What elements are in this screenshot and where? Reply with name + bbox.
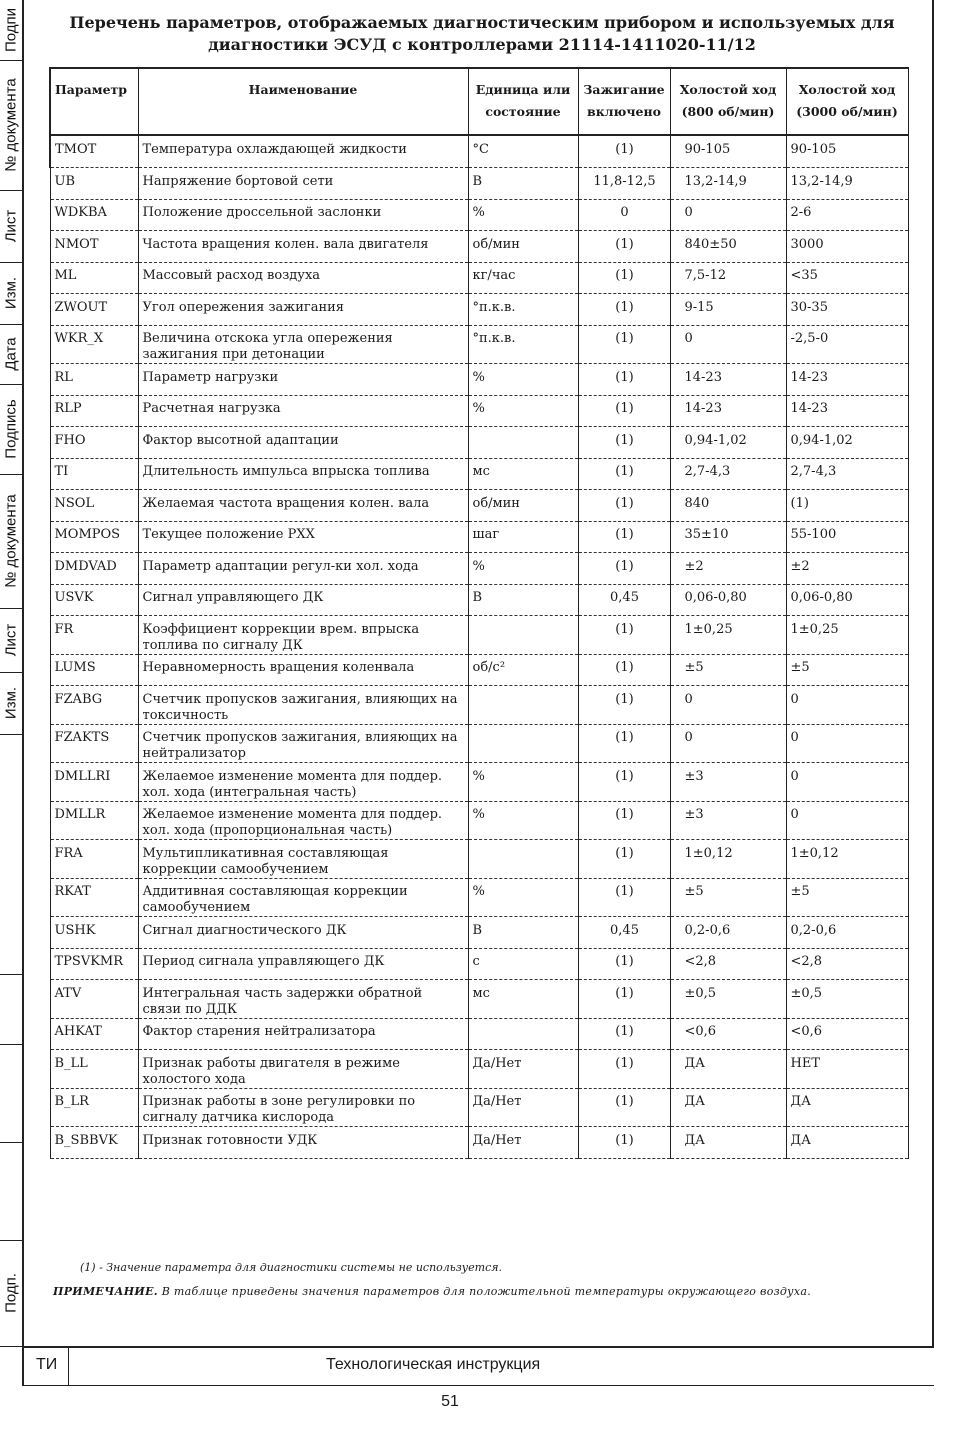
parameters-table-wrapper bbox=[49, 67, 907, 1158]
cell-idle-800: ДА bbox=[670, 1088, 786, 1127]
cell-ignition-on: (1) bbox=[578, 686, 670, 725]
footer-bottom-line bbox=[22, 1385, 934, 1386]
cell-unit: % bbox=[468, 199, 578, 231]
cell-idle-800: 35±10 bbox=[670, 521, 786, 553]
strip-cell bbox=[0, 734, 22, 975]
cell-ignition-on: (1) bbox=[578, 1018, 670, 1050]
cell-idle-3000: (1) bbox=[786, 490, 908, 522]
cell-ignition-on: (1) bbox=[578, 395, 670, 427]
cell-idle-800: 9-15 bbox=[670, 294, 786, 326]
frame-bottom-line bbox=[22, 1346, 934, 1348]
cell-ignition-on: (1) bbox=[578, 1127, 670, 1159]
cell-idle-800: ДА bbox=[670, 1127, 786, 1159]
cell-ignition-on: (1) bbox=[578, 840, 670, 879]
cell-idle-3000: 0 bbox=[786, 686, 908, 725]
cell-idle-800: 0 bbox=[670, 325, 786, 364]
cell-idle-3000: 0,2-0,6 bbox=[786, 917, 908, 949]
cell-ignition-on: (1) bbox=[578, 294, 670, 326]
cell-name: Желаемое изменение момента для поддер. хол. хода (интегральная часть) bbox=[138, 763, 468, 802]
frame-right-line bbox=[932, 0, 934, 1348]
cell-name: Сигнал управляющего ДК bbox=[138, 584, 468, 616]
cell-unit: °п.к.в. bbox=[468, 294, 578, 326]
cell-idle-3000: ДА bbox=[786, 1127, 908, 1159]
margin-stamp-strip bbox=[0, 0, 24, 1385]
cell-idle-3000: -2,5-0 bbox=[786, 325, 908, 364]
cell-ignition-on: 0,45 bbox=[578, 917, 670, 949]
cell-unit: % bbox=[468, 395, 578, 427]
cell-parameter: NMOT bbox=[50, 231, 138, 263]
strip-label: Изм. bbox=[2, 686, 20, 720]
cell-unit: % bbox=[468, 801, 578, 840]
cell-ignition-on: (1) bbox=[578, 878, 670, 917]
strip-cell bbox=[0, 608, 22, 673]
cell-parameter: FZAKTS bbox=[50, 724, 138, 763]
cell-idle-800: 840 bbox=[670, 490, 786, 522]
cell-idle-800: 840±50 bbox=[670, 231, 786, 263]
footer-code: ТИ bbox=[36, 1356, 58, 1373]
cell-unit bbox=[468, 724, 578, 763]
cell-name: Признак готовности УДК bbox=[138, 1127, 468, 1159]
cell-parameter: UB bbox=[50, 168, 138, 200]
strip-cell bbox=[0, 974, 22, 1045]
cell-unit: об/с² bbox=[468, 654, 578, 686]
cell-name: Неравномерность вращения коленвала bbox=[138, 654, 468, 686]
cell-unit: Да/Нет bbox=[468, 1127, 578, 1159]
cell-idle-3000: 2-6 bbox=[786, 199, 908, 231]
cell-name: Признак работы двигателя в режиме холостого хода bbox=[138, 1050, 468, 1089]
cell-ignition-on: (1) bbox=[578, 364, 670, 396]
cell-ignition-on: (1) bbox=[578, 262, 670, 294]
cell-name: Расчетная нагрузка bbox=[138, 395, 468, 427]
cell-parameter: ZWOUT bbox=[50, 294, 138, 326]
cell-idle-800: <2,8 bbox=[670, 948, 786, 980]
cell-unit: В bbox=[468, 168, 578, 200]
cell-name: Частота вращения колен. вала двигателя bbox=[138, 231, 468, 263]
cell-unit: В bbox=[468, 917, 578, 949]
cell-ignition-on: (1) bbox=[578, 521, 670, 553]
cell-name: Аддитивная составляющая коррекции самообучением bbox=[138, 878, 468, 917]
cell-ignition-on: (1) bbox=[578, 948, 670, 980]
cell-name: Фактор высотной адаптации bbox=[138, 427, 468, 459]
cell-idle-3000: <2,8 bbox=[786, 948, 908, 980]
cell-idle-3000: 13,2-14,9 bbox=[786, 168, 908, 200]
strip-label: Лист bbox=[2, 623, 20, 657]
strip-cell bbox=[0, 60, 22, 191]
cell-unit: % bbox=[468, 763, 578, 802]
cell-unit: °п.к.в. bbox=[468, 325, 578, 364]
cell-name: Величина отскока угла опережения зажигания при детонации bbox=[138, 325, 468, 364]
title-line-1: Перечень параметров, отображаемых диагностическим прибором и используемых для bbox=[69, 13, 895, 32]
footer-divider bbox=[68, 1348, 69, 1385]
cell-ignition-on: (1) bbox=[578, 490, 670, 522]
cell-idle-800: 0,2-0,6 bbox=[670, 917, 786, 949]
cell-unit: мс bbox=[468, 980, 578, 1019]
strip-label: Подпи bbox=[2, 7, 20, 53]
cell-parameter: RLP bbox=[50, 395, 138, 427]
cell-ignition-on: 0 bbox=[578, 199, 670, 231]
footer-document-name: Технологическая инструкция bbox=[326, 1356, 541, 1373]
cell-parameter: USHK bbox=[50, 917, 138, 949]
cell-unit: % bbox=[468, 553, 578, 585]
cell-idle-800: ±3 bbox=[670, 801, 786, 840]
cell-ignition-on: (1) bbox=[578, 616, 670, 655]
strip-label: Подпись bbox=[2, 399, 20, 459]
cell-parameter: FR bbox=[50, 616, 138, 655]
page-number: 51 bbox=[441, 1393, 459, 1410]
cell-idle-800: 1±0,12 bbox=[670, 840, 786, 879]
cell-ignition-on: (1) bbox=[578, 135, 670, 168]
cell-unit: шаг bbox=[468, 521, 578, 553]
title-line-2: диагностики ЭСУД с контроллерами 21114-1411020-11/12 bbox=[208, 35, 756, 54]
strip-cell bbox=[0, 1142, 22, 1241]
cell-idle-3000: 14-23 bbox=[786, 364, 908, 396]
remark-text: В таблице приведены значения параметров для положительной температуры окружающего воздуха. bbox=[157, 1285, 812, 1298]
cell-ignition-on: (1) bbox=[578, 427, 670, 459]
cell-unit: % bbox=[468, 878, 578, 917]
cell-parameter: AHKAT bbox=[50, 1018, 138, 1050]
cell-idle-3000: <0,6 bbox=[786, 1018, 908, 1050]
cell-parameter: LUMS bbox=[50, 654, 138, 686]
cell-idle-3000: ±2 bbox=[786, 553, 908, 585]
cell-parameter: USVK bbox=[50, 584, 138, 616]
cell-name: Период сигнала управляющего ДК bbox=[138, 948, 468, 980]
strip-cell bbox=[0, 384, 22, 475]
cell-ignition-on: (1) bbox=[578, 231, 670, 263]
cell-idle-800: ДА bbox=[670, 1050, 786, 1089]
cell-idle-800: ±5 bbox=[670, 878, 786, 917]
cell-parameter: RKAT bbox=[50, 878, 138, 917]
cell-parameter: TPSVKMR bbox=[50, 948, 138, 980]
cell-unit: мс bbox=[468, 458, 578, 490]
strip-cell bbox=[0, 190, 22, 263]
header-ignition-on: Зажигание включено bbox=[578, 68, 670, 135]
cell-parameter: TMOT bbox=[50, 135, 138, 168]
strip-label: Подп. bbox=[2, 1273, 20, 1313]
strip-cell bbox=[0, 324, 22, 385]
cell-idle-800: 90-105 bbox=[670, 135, 786, 168]
cell-ignition-on: 11,8-12,5 bbox=[578, 168, 670, 200]
cell-parameter: DMLLR bbox=[50, 801, 138, 840]
header-unit: Единица или состояние bbox=[468, 68, 578, 135]
cell-name: Параметр нагрузки bbox=[138, 364, 468, 396]
cell-idle-800: 2,7-4,3 bbox=[670, 458, 786, 490]
cell-idle-3000: <35 bbox=[786, 262, 908, 294]
cell-name: Сигнал диагностического ДК bbox=[138, 917, 468, 949]
strip-cell bbox=[0, 0, 22, 61]
strip-cell bbox=[0, 262, 22, 325]
cell-ignition-on: (1) bbox=[578, 325, 670, 364]
cell-idle-3000: 1±0,25 bbox=[786, 616, 908, 655]
cell-unit bbox=[468, 686, 578, 725]
cell-parameter: FZABG bbox=[50, 686, 138, 725]
cell-parameter: FHO bbox=[50, 427, 138, 459]
strip-cell bbox=[0, 474, 22, 609]
cell-idle-800: 14-23 bbox=[670, 395, 786, 427]
cell-parameter: RL bbox=[50, 364, 138, 396]
remark-label: ПРИМЕЧАНИЕ. bbox=[53, 1285, 158, 1298]
cell-unit bbox=[468, 840, 578, 879]
strip-label: Лист bbox=[2, 209, 20, 243]
cell-ignition-on: (1) bbox=[578, 801, 670, 840]
cell-unit: % bbox=[468, 364, 578, 396]
cell-idle-3000: 1±0,12 bbox=[786, 840, 908, 879]
strip-label: № документа bbox=[2, 78, 20, 172]
cell-idle-3000: 3000 bbox=[786, 231, 908, 263]
cell-idle-800: 14-23 bbox=[670, 364, 786, 396]
cell-parameter: ATV bbox=[50, 980, 138, 1019]
strip-label: Изм. bbox=[2, 276, 20, 310]
cell-idle-3000: 30-35 bbox=[786, 294, 908, 326]
cell-parameter: ML bbox=[50, 262, 138, 294]
cell-idle-800: 0 bbox=[670, 686, 786, 725]
cell-ignition-on: (1) bbox=[578, 458, 670, 490]
cell-parameter: B_LR bbox=[50, 1088, 138, 1127]
cell-idle-3000: ДА bbox=[786, 1088, 908, 1127]
cell-name: Коэффициент коррекции врем. впрыска топлива по сигналу ДК bbox=[138, 616, 468, 655]
cell-unit bbox=[468, 427, 578, 459]
cell-unit: °С bbox=[468, 135, 578, 168]
cell-name: Напряжение бортовой сети bbox=[138, 168, 468, 200]
cell-idle-3000: 2,7-4,3 bbox=[786, 458, 908, 490]
table-body bbox=[50, 135, 908, 1158]
cell-ignition-on: (1) bbox=[578, 763, 670, 802]
cell-ignition-on: (1) bbox=[578, 980, 670, 1019]
cell-idle-3000: 55-100 bbox=[786, 521, 908, 553]
cell-name: Текущее положение РХХ bbox=[138, 521, 468, 553]
cell-idle-800: 0,94-1,02 bbox=[670, 427, 786, 459]
cell-idle-800: 13,2-14,9 bbox=[670, 168, 786, 200]
cell-name: Угол опережения зажигания bbox=[138, 294, 468, 326]
cell-parameter: TI bbox=[50, 458, 138, 490]
cell-name: Параметр адаптации регул-ки хол. хода bbox=[138, 553, 468, 585]
cell-idle-3000: ±5 bbox=[786, 878, 908, 917]
cell-idle-800: ±0,5 bbox=[670, 980, 786, 1019]
cell-name: Положение дроссельной заслонки bbox=[138, 199, 468, 231]
cell-parameter: WDKBA bbox=[50, 199, 138, 231]
cell-unit: кг/час bbox=[468, 262, 578, 294]
strip-label: Дата bbox=[2, 337, 20, 371]
header-parameter: Параметр bbox=[50, 68, 138, 135]
cell-name: Желаемая частота вращения колен. вала bbox=[138, 490, 468, 522]
cell-idle-800: 0 bbox=[670, 724, 786, 763]
footnote: (1) - Значение параметра для диагностики системы не используется. bbox=[80, 1261, 503, 1274]
table-header-row bbox=[50, 68, 908, 135]
parameters-table bbox=[49, 67, 909, 1158]
cell-unit: с bbox=[468, 948, 578, 980]
cell-idle-3000: 0 bbox=[786, 763, 908, 802]
cell-parameter: MOMPOS bbox=[50, 521, 138, 553]
cell-unit: Да/Нет bbox=[468, 1088, 578, 1127]
cell-parameter: NSOL bbox=[50, 490, 138, 522]
cell-unit: об/мин bbox=[468, 231, 578, 263]
cell-idle-3000: 0 bbox=[786, 801, 908, 840]
cell-ignition-on: 0,45 bbox=[578, 584, 670, 616]
strip-cell bbox=[0, 1044, 22, 1143]
cell-idle-800: ±2 bbox=[670, 553, 786, 585]
cell-name: Фактор старения нейтрализатора bbox=[138, 1018, 468, 1050]
strip-cell bbox=[0, 672, 22, 735]
cell-parameter: B_SBBVK bbox=[50, 1127, 138, 1159]
cell-name: Счетчик пропусков зажигания, влияющих на нейтрализатор bbox=[138, 724, 468, 763]
header-idle-800: Холостой ход (800 об/мин) bbox=[670, 68, 786, 135]
cell-name: Длительность импульса впрыска топлива bbox=[138, 458, 468, 490]
cell-idle-800: ±3 bbox=[670, 763, 786, 802]
cell-parameter: DMDVAD bbox=[50, 553, 138, 585]
cell-idle-3000: ±5 bbox=[786, 654, 908, 686]
cell-ignition-on: (1) bbox=[578, 1050, 670, 1089]
cell-idle-3000: 0,94-1,02 bbox=[786, 427, 908, 459]
remark bbox=[53, 1283, 909, 1300]
cell-name: Температура охлаждающей жидкости bbox=[138, 135, 468, 168]
cell-name: Счетчик пропусков зажигания, влияющих на токсичность bbox=[138, 686, 468, 725]
cell-idle-800: 0 bbox=[670, 199, 786, 231]
cell-idle-800: 1±0,25 bbox=[670, 616, 786, 655]
cell-idle-800: 7,5-12 bbox=[670, 262, 786, 294]
cell-idle-3000: ±0,5 bbox=[786, 980, 908, 1019]
cell-parameter: FRA bbox=[50, 840, 138, 879]
page-title bbox=[40, 12, 924, 56]
cell-idle-3000: 14-23 bbox=[786, 395, 908, 427]
cell-unit: об/мин bbox=[468, 490, 578, 522]
cell-ignition-on: (1) bbox=[578, 553, 670, 585]
header-name: Наименование bbox=[138, 68, 468, 135]
strip-cell bbox=[0, 1240, 22, 1347]
cell-idle-3000: НЕТ bbox=[786, 1050, 908, 1089]
cell-name: Признак работы в зоне регулировки по сигналу датчика кислорода bbox=[138, 1088, 468, 1127]
cell-parameter: DMLLRI bbox=[50, 763, 138, 802]
cell-ignition-on: (1) bbox=[578, 724, 670, 763]
cell-ignition-on: (1) bbox=[578, 1088, 670, 1127]
cell-idle-800: <0,6 bbox=[670, 1018, 786, 1050]
cell-ignition-on: (1) bbox=[578, 654, 670, 686]
cell-name: Мультипликативная составляющая коррекции самообучением bbox=[138, 840, 468, 879]
cell-idle-3000: 0,06-0,80 bbox=[786, 584, 908, 616]
cell-unit bbox=[468, 1018, 578, 1050]
cell-unit bbox=[468, 616, 578, 655]
cell-idle-3000: 90-105 bbox=[786, 135, 908, 168]
strip-label: № документа bbox=[2, 494, 20, 588]
cell-parameter: WKR_X bbox=[50, 325, 138, 364]
cell-name: Желаемое изменение момента для поддер. хол. хода (пропорциональная часть) bbox=[138, 801, 468, 840]
cell-unit: Да/Нет bbox=[468, 1050, 578, 1089]
cell-name: Массовый расход воздуха bbox=[138, 262, 468, 294]
cell-name: Интегральная часть задержки обратной связи по ДДК bbox=[138, 980, 468, 1019]
cell-parameter: B_LL bbox=[50, 1050, 138, 1089]
cell-idle-800: 0,06-0,80 bbox=[670, 584, 786, 616]
header-idle-3000: Холостой ход (3000 об/мин) bbox=[786, 68, 908, 135]
cell-idle-3000: 0 bbox=[786, 724, 908, 763]
cell-idle-800: ±5 bbox=[670, 654, 786, 686]
cell-unit: В bbox=[468, 584, 578, 616]
